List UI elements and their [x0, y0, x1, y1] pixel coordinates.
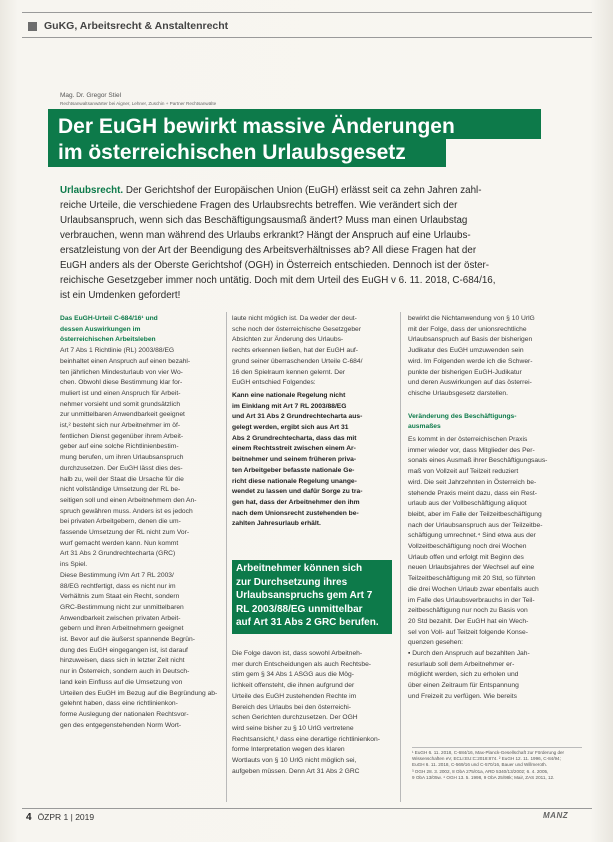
text-line: spruch gewähren muss. Anders ist es jedoch — [60, 507, 193, 515]
page-number: 4 — [26, 812, 32, 823]
text-line: mit der Folge, dass der unionsrechtliche — [408, 325, 527, 333]
footnote-line: Wissenschaften eV, ECLI:EU:C:2018:874. ² EuGH 12. 11. 1996, C-84/94; — [412, 756, 561, 762]
text-line: zeitbeschäftigung nur noch zu Basis von — [408, 607, 528, 615]
text-line: sel von Voll- auf Teilzeit folgende Konse- — [408, 628, 528, 636]
lead-line: EuGH anders als der Oberste Gerichtshof (OGH) in Österreich entschieden. Dennoch ist der öster- — [60, 260, 490, 271]
lead-keyword: Urlaubsrecht. — [60, 185, 124, 196]
quoted-ruling-line: und Art 31 Abs 2 Grundrechtecharta aus- — [232, 413, 363, 421]
text-line: gebern und ihren Arbeitnehmern geeignet — [60, 625, 184, 633]
text-line: bewirkt die Nichtanwendung von § 10 UrlG — [408, 315, 535, 322]
text-line: fassende Umsetzung der RL nicht zum Vor- — [60, 529, 190, 536]
quoted-ruling-line: gen hat, dass der Arbeitnehmer den ihm — [232, 498, 360, 506]
text-line: muliert ist und einen Anspruch für Arbeit- — [60, 389, 181, 397]
quoted-ruling-line: wendet zu lassen und dafür Sorge zu tra- — [232, 488, 363, 496]
lead-line: ersatzleistung von der Art der Beendigung des Arbeitsverhältnisses ab? All diese Fragen hat der — [60, 245, 477, 256]
title-line-2: im österreichischen Urlaubsgesetz — [58, 141, 406, 164]
text-line: maß von Vollzeit auf Teilzeit reduziert — [408, 468, 519, 476]
text-line: Urlaub offen und erfolgt mit Beginn des — [408, 553, 524, 561]
section-heading: österreichischen Arbeitsleben — [60, 336, 156, 344]
text-line: Judikatur des EuGH umzuwenden sein — [408, 347, 524, 355]
title-band-notch — [446, 139, 541, 167]
text-line: sonals eines Ausmaß ihrer Beschäftigungsaus- — [408, 457, 548, 465]
lead-line: ist ein Umdenken gefordert! — [60, 290, 181, 301]
text-line: seitigen soll und einen Arbeitnehmern den An- — [60, 496, 197, 504]
quoted-ruling-line: richt diese nationale Regelung unange- — [232, 477, 357, 485]
text-line: halb zu, weil der Staat die Ursache für die — [60, 475, 184, 483]
footnote-line: ¹ EuGH 6. 11. 2018, C-684/16, Max-Planck-Gesellschaft zur Förderung der — [412, 750, 565, 755]
title-line-1: Der EuGH bewirkt massive Änderungen — [58, 115, 455, 138]
text-line: nach der Urlaubsanspruch aus der Teilzeitbe- — [408, 521, 543, 529]
lead-line: reichische Gesetzgeber immer noch untätig. Doch mit dem Urteil des EuGH v 6. 11. 2018, C-684/16, — [60, 275, 496, 286]
text-line: bleibt, aber im Falle der Teilzeitbeschäftigung — [408, 510, 542, 518]
text-line: Urteilen des EuGH im Bezug auf die Begründung ab- — [60, 689, 218, 697]
text-line: Anwendbarkeit zwischen privaten Arbeit- — [60, 614, 181, 622]
text-line: beinhaltet einen Anspruch auf einen bezahl- — [60, 357, 191, 365]
text-line: laute nicht möglich ist. Da weder der deut- — [232, 315, 357, 322]
quoted-ruling-line: im Einklang mit Art 7 RL 2003/88/EG — [232, 402, 347, 410]
pull-quote — [232, 560, 392, 634]
text-line: fentlichen Dienst gegenüber ihrem Arbeit- — [60, 432, 184, 440]
text-line: schäftigung umrechnet.⁴ Sind etwa aus der — [408, 532, 536, 540]
text-line: Teilzeitbeschäftigung mit 20 Std, so führten — [408, 575, 536, 583]
text-line: stim gem § 34 Abs 1 ASGG aus die Mög- — [232, 671, 354, 679]
text-line: chen. Obwohl diese Bestimmung klar for- — [60, 379, 183, 387]
quoted-ruling-line: Abs 2 Grundrechtecharta, dass das mit — [232, 434, 357, 442]
text-line: gen des entgegenstehenden Norm Wort- — [60, 721, 182, 729]
text-line: wird. Die seit Jahrzehnten in Österreich be- — [408, 478, 537, 486]
text-line: nur in Österreich, sondern auch in Deutsch- — [60, 668, 190, 676]
footnotes — [412, 747, 582, 781]
text-line: Urlaubsanspruch auf Basis der bisherigen — [408, 336, 533, 344]
running-head — [22, 12, 592, 38]
text-line: GRC-Bestimmung nicht zur unmittelbaren — [60, 603, 184, 611]
quoted-ruling-line: einem Rechtsstreit zwischen einem Ar- — [232, 445, 356, 453]
text-line: Verhältnis zum Staat ein Recht, sondern — [60, 593, 180, 601]
quoted-ruling-line: gelegt werden, ergibt sich aus Art 31 — [232, 424, 349, 431]
text-line: ten jährlichen Mindesturlaub von vier Wo- — [60, 368, 183, 376]
quoted-ruling-line: nach dem Unionsrecht zustehenden be- — [232, 509, 359, 517]
lead-line: verbrauchen, wenn man während des Urlaubs erkrankt? Hängt der Anspruch auf eine Urlaubs- — [60, 230, 471, 241]
text-line: mer durch Entscheidungen als auch Rechtsbe- — [232, 660, 372, 668]
text-line: EuGH entschied Folgendes: — [232, 379, 316, 387]
text-line: chische Urlaubsgesetz darstellen. — [408, 389, 508, 397]
lead-line — [60, 183, 481, 198]
pull-quote-line: auf Art 31 Abs 2 GRC berufen. — [236, 617, 379, 629]
text-line: und deren Auswirkungen auf das österrei- — [408, 379, 532, 387]
text-line: 16 den Spielraum kennen gelernt. Der — [232, 368, 346, 376]
column-divider — [400, 312, 401, 802]
pull-quote-line: zur Durchsetzung ihres — [236, 576, 348, 588]
text-line: rechts erkennen ließen, hat der EuGH auf- — [232, 347, 359, 355]
quoted-ruling-line: ten Arbeitgeber befasste nationale Ge- — [232, 466, 355, 474]
text-line: lichkeit offensteht, die ihnen aufgrund der — [232, 682, 355, 690]
text-line: bei privaten Arbeitgebern, denen die um- — [60, 518, 181, 526]
quoted-ruling-line: zahlten Jahresurlaub erhält. — [232, 520, 321, 528]
footnote-line: ³ OGH 28. 3. 2002, 8 ObA 275/01a, ARD 5340/13/2002; 6. 4. 2005, — [412, 768, 549, 774]
text-line: resurlaub soll dem Arbeitnehmer er- — [408, 660, 515, 668]
text-line: Diese Bestimmung iVm Art 7 RL 2003/ — [60, 571, 174, 579]
text-line: stehende Praxis meint dazu, dass ein Rest- — [408, 489, 537, 497]
text-line: hinzuweisen, dass sich in letzter Zeit nicht — [60, 657, 185, 665]
text-line: Absichten zur Änderung des Urlaubs- — [232, 336, 344, 344]
text-line: dung des EuGH eingegangen ist, ist darauf — [60, 646, 188, 654]
section-heading: Veränderung des Beschäftigungs- — [408, 412, 517, 420]
footer-rule — [22, 808, 592, 809]
quoted-ruling-line: beitnehmer und seinem früheren priva- — [232, 456, 357, 464]
footnote-line: EuGH 6. 11. 2018, C-569/16 und C-570/16, Bauer und Willmeroth. — [412, 762, 547, 768]
section-heading: ausmaßes — [408, 423, 441, 431]
pull-quote-line: RL 2003/88/EG unmittelbar — [236, 603, 363, 615]
text-line: gelehnt haben, dass eine richtlinienkon- — [60, 700, 178, 708]
lead-first-line: Der Gerichtshof der Europäischen Union (EuGH) erlässt seit ca zehn Jahren zahl- — [123, 185, 482, 196]
issue-label: ÖZPR 1 | 2019 — [37, 812, 95, 822]
text-line: schen Gerichten durchzusetzen. Der OGH — [232, 714, 358, 722]
text-line: Art 7 Abs 1 Richtlinie (RL) 2003/88/EG — [60, 347, 175, 355]
text-line: sche noch der österreichische Gesetzgeber — [232, 325, 361, 333]
column-divider — [226, 312, 227, 802]
text-line: nicht vollständige Umsetzung der RL be- — [60, 486, 181, 494]
text-line: im Falle des Urlaubsverbrauchs in der Teil- — [408, 596, 535, 604]
section-heading: Das EuGH-Urteil C-684/16¹ und — [60, 315, 158, 322]
text-line: wurf gemacht werden kann. Nun kommt — [60, 539, 179, 547]
text-line: grund seiner überraschenden Urteile C-684/ — [232, 357, 363, 365]
footnote-line: 9 ObA 13/05w. ⁴ OGH 13. 5. 1998, 9 ObA 25/98k; Mair, ZAS 2011, 12. — [412, 774, 555, 780]
text-line: mung berufen, um ihren Urlaubsanspruch — [60, 454, 184, 462]
text-line: Es kommt in der österreichischen Praxis — [408, 436, 528, 443]
running-head-label: GuKG, Arbeitsrecht & Anstaltenrecht — [44, 20, 229, 32]
text-line: wird seine bisher zu § 10 UrlG vertretene — [232, 724, 354, 732]
text-line: forme Auslegung der nationalen Rechtsvor- — [60, 710, 189, 718]
text-line: Vollzeitbeschäftigung noch drei Wochen — [408, 543, 527, 550]
text-line: quenzen gesehen: — [408, 639, 464, 647]
lead-line: reiche Urteile, die verschiedene Fragen des Urlaubsrechts betreffen. Wie verändert sich der — [60, 200, 458, 211]
text-line: neuen Urlaubsjahres der Wechsel auf eine — [408, 564, 535, 572]
text-line: ist. Bevor auf die äußerst spannende Begrün- — [60, 636, 195, 643]
text-line: ins Spiel. — [60, 561, 88, 569]
text-line: durchzusetzen. Der EuGH lässt dies des- — [60, 464, 183, 472]
text-line: wird. Im Folgenden werde ich die Schwer- — [408, 357, 533, 365]
text-line: die drei Wochen Urlaub zwar ebenfalls auch — [408, 585, 539, 593]
page-footer — [26, 812, 94, 823]
text-line: urlaub aus der Vollbeschäftigung aliquot — [408, 500, 527, 508]
author-role: Rechtsanwaltsanwärter bei Aigner, Lehner, Zuschin + Partner Rechtsanwälte — [60, 101, 217, 106]
section-heading: dessen Auswirkungen im — [60, 325, 141, 333]
text-line: geber auf eine solche Richtlinienbestim- — [60, 443, 179, 451]
text-line: Wortlauts von § 10 UrlG nicht möglich sei, — [232, 757, 357, 764]
publisher-logo: MANZ — [543, 811, 569, 820]
text-line: Die Folge davon ist, dass sowohl Arbeitneh- — [232, 650, 363, 657]
text-line: möglicht werden, sich zu erholen und — [408, 671, 519, 679]
text-line: über einen Zeitraum für Entspannung — [408, 682, 519, 690]
text-line: 20 Std bezahlt. Der EuGH hat ein Wech- — [408, 617, 529, 625]
text-line: ▪ Durch den Anspruch auf bezahlten Jah- — [408, 650, 530, 657]
pull-quote-line: Arbeitnehmer können sich — [236, 563, 363, 574]
section-marker — [28, 22, 37, 31]
text-line: punkte der bisherigen EuGH-Judikatur — [408, 368, 522, 376]
text-line: land kein Einfluss auf die Umsetzung von — [60, 678, 183, 686]
text-line: Rechtsansicht,³ dass eine derartige richtlinienkon- — [232, 735, 380, 743]
text-line: nehmer vorsieht und somit grundsätzlich — [60, 400, 181, 408]
text-line: 88/EG rechtfertigt, dass es nicht nur im — [60, 582, 176, 590]
text-line: aufgeben müssen. Denn Art 31 Abs 2 GRC — [232, 767, 360, 775]
quoted-ruling-line: Kann eine nationale Regelung nicht — [232, 391, 346, 399]
text-line: ist,² besteht sich nur Arbeitnehmer im öf- — [60, 422, 181, 429]
pull-quote-line: Urlaubsanspruchs gem Art 7 — [236, 590, 373, 602]
text-line: und Freizeit zu verfügen. Wie bereits — [408, 692, 517, 700]
lead-line: Urlaubsanspruch, wenn sich das Beschäftigungsausmaß ändert? Muss man einen Urlaubstag — [60, 215, 468, 226]
text-line: zur unmittelbaren Anwendbarkeit geeignet — [60, 411, 185, 419]
author-name: Mag. Dr. Gregor Stiel — [60, 92, 122, 99]
text-line: Art 31 Abs 2 Grundrechtecharta (GRC) — [60, 550, 176, 558]
text-line: immer wieder vor, dass Mitglieder des Per- — [408, 446, 535, 454]
text-line: forme Interpretation wegen des klaren — [232, 746, 345, 754]
text-line: Urteile des EuGH zustehenden Rechte im — [232, 692, 357, 700]
text-line: Bereich des Urlaubs bei den österreichi- — [232, 703, 351, 711]
